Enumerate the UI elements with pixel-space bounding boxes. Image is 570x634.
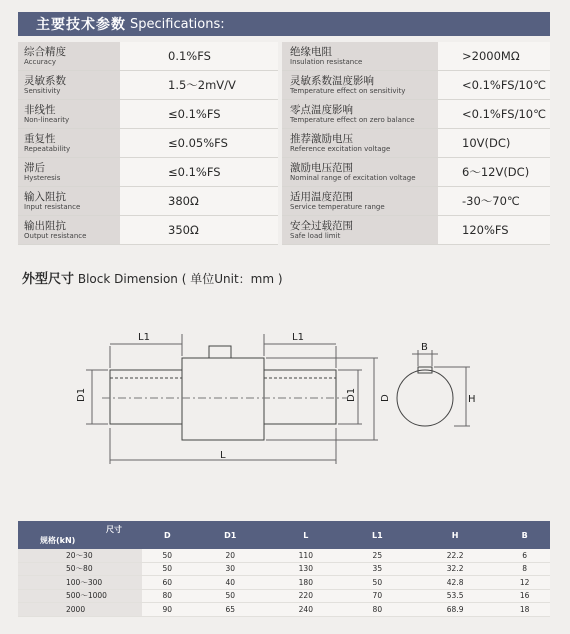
spec-value-left: 0.1%FS (120, 42, 280, 71)
dim-value-cell: 50 (142, 549, 193, 562)
specs-header (18, 12, 550, 36)
label-l1-right: L1 (292, 332, 304, 343)
dimension-unit: ( 单位Unit：mm ) (181, 272, 283, 286)
dim-value-cell: 60 (142, 576, 193, 590)
spec-label-left (18, 42, 120, 71)
spec-label-right (280, 42, 438, 71)
dim-value-cell: 12 (499, 576, 550, 590)
spec-label-right (280, 187, 438, 216)
spec-value-left: ≤0.1%FS (120, 100, 280, 129)
spec-label-en: Output resistance (24, 231, 87, 240)
spec-value-left: 1.5～2mV/V (120, 71, 280, 100)
spec-label-cn: 适用温度范围 (290, 190, 353, 203)
spec-value-right: 120%FS (438, 216, 550, 245)
table-row (18, 576, 550, 590)
label-h: H (468, 394, 476, 405)
spec-label-cn: 零点温度影响 (290, 103, 353, 116)
spec-label-cn: 综合精度 (24, 45, 66, 58)
dimension-title-en: Block Dimension (77, 272, 178, 286)
dim-value-cell: 40 (193, 576, 268, 590)
dim-range-cell: 100～300 (18, 576, 142, 590)
spec-label-cn: 灵敏系数温度影响 (290, 74, 374, 87)
spec-value-right: >2000MΩ (438, 42, 550, 71)
spec-row (18, 100, 550, 129)
spec-label-en: Temperature effect on sensitivity (290, 86, 406, 95)
spec-label-en: Reference excitation voltage (290, 144, 391, 153)
dim-range-cell: 500～1000 (18, 589, 142, 603)
dim-value-cell: 180 (268, 576, 344, 590)
dim-col-header: D (142, 521, 193, 549)
table-row (18, 603, 550, 617)
dim-value-cell: 70 (344, 589, 411, 603)
label-b: B (421, 342, 428, 353)
dim-value-cell: 30 (193, 562, 268, 576)
dim-value-cell: 20 (193, 549, 268, 562)
spec-label-right (280, 158, 438, 187)
dim-value-cell: 18 (499, 603, 550, 617)
spec-label-right (280, 71, 438, 100)
dim-col-header: H (411, 521, 499, 549)
dim-value-cell: 42.8 (411, 576, 499, 590)
dim-value-cell: 65 (193, 603, 268, 617)
spec-value-right: 10V(DC) (438, 129, 550, 158)
dim-col-header: L (268, 521, 344, 549)
specs-title-cn: 主要技术参数 (36, 17, 126, 33)
spec-label-cn: 推荐激励电压 (290, 132, 353, 145)
spec-label-cn: 输出阻抗 (24, 219, 66, 232)
label-d: D (380, 394, 391, 402)
spec-value-right: -30～70℃ (438, 187, 550, 216)
spec-label-right (280, 129, 438, 158)
side-view-circle (397, 370, 453, 426)
spec-label-en: Non-linearity (24, 115, 70, 124)
spec-row (18, 129, 550, 158)
dim-value-cell: 16 (499, 589, 550, 603)
connector (209, 346, 231, 358)
spec-label-en: Repeatability (24, 144, 71, 153)
dim-value-cell: 50 (344, 576, 411, 590)
spec-label-cn: 重复性 (24, 132, 56, 145)
dim-range-cell: 2000 (18, 603, 142, 617)
block-dimension-drawing (62, 318, 482, 478)
dim-value-cell: 35 (344, 562, 411, 576)
spec-row (18, 158, 550, 187)
dim-col-header: B (499, 521, 550, 549)
dim-value-cell: 240 (268, 603, 344, 617)
spec-value-right: 6～12V(DC) (438, 158, 550, 187)
table-row (18, 549, 550, 562)
dim-value-cell: 6 (499, 549, 550, 562)
dim-range-cell: 20～30 (18, 549, 142, 562)
dimension-table (18, 521, 550, 617)
dim-value-cell: 22.2 (411, 549, 499, 562)
dimension-title (22, 268, 283, 287)
spec-label-left (18, 216, 120, 245)
dim-value-cell: 90 (142, 603, 193, 617)
center-body (182, 358, 264, 440)
dim-header-size: 尺寸 (106, 525, 122, 534)
dim-value-cell: 50 (142, 562, 193, 576)
label-l1-left: L1 (138, 332, 150, 343)
spec-value-left: ≤0.05%FS (120, 129, 280, 158)
spec-value-right: <0.1%FS/10℃ (438, 71, 550, 100)
spec-label-right (280, 216, 438, 245)
spec-label-left (18, 158, 120, 187)
spec-label-left (18, 100, 120, 129)
dim-value-cell: 68.9 (411, 603, 499, 617)
spec-label-en: Service temperature range (290, 202, 385, 211)
dim-value-cell: 25 (344, 549, 411, 562)
specs-table (18, 42, 550, 245)
spec-label-left (18, 71, 120, 100)
spec-label-left (18, 129, 120, 158)
spec-row (18, 42, 550, 71)
spec-label-en: Sensitivity (24, 86, 61, 95)
spec-label-cn: 输入阻抗 (24, 190, 66, 203)
dim-header-range: 规格(kN) (40, 536, 76, 545)
dim-col-header: L1 (344, 521, 411, 549)
spec-value-right: <0.1%FS/10℃ (438, 100, 550, 129)
dim-value-cell: 220 (268, 589, 344, 603)
dim-value-cell: 32.2 (411, 562, 499, 576)
spec-value-left: 380Ω (120, 187, 280, 216)
spec-label-en: Accuracy (24, 57, 56, 66)
spec-label-en: Nominal range of excitation voltage (290, 173, 416, 182)
spec-label-en: Insulation resistance (290, 57, 363, 66)
table-row (18, 562, 550, 576)
dim-value-cell: 80 (344, 603, 411, 617)
dim-header-corner (18, 521, 142, 549)
label-d1-left: D1 (76, 387, 87, 402)
dimension-title-cn: 外型尺寸 (22, 272, 75, 287)
spec-row (18, 216, 550, 245)
spec-row (18, 71, 550, 100)
spec-value-left: ≤0.1%FS (120, 158, 280, 187)
spec-label-right (280, 100, 438, 129)
dim-value-cell: 8 (499, 562, 550, 576)
spec-label-cn: 激励电压范围 (290, 161, 353, 174)
spec-row (18, 187, 550, 216)
spec-value-left: 350Ω (120, 216, 280, 245)
spec-label-left (18, 187, 120, 216)
spec-label-en: Input resistance (24, 202, 81, 211)
spec-label-en: Safe load limit (290, 231, 341, 240)
dim-col-header: D1 (193, 521, 268, 549)
dim-value-cell: 53.5 (411, 589, 499, 603)
dim-value-cell: 50 (193, 589, 268, 603)
spec-label-cn: 绝缘电阻 (290, 45, 332, 58)
spec-label-cn: 滞后 (24, 161, 45, 174)
dim-value-cell: 80 (142, 589, 193, 603)
dim-value-cell: 130 (268, 562, 344, 576)
spec-label-en: Hysteresis (24, 173, 61, 182)
spec-label-cn: 安全过载范围 (290, 219, 353, 232)
table-row (18, 589, 550, 603)
label-l: L (220, 450, 226, 461)
label-d1-right: D1 (346, 387, 357, 402)
specs-title-en: Specifications: (130, 16, 225, 32)
spec-label-cn: 灵敏系数 (24, 74, 66, 87)
dim-range-cell: 50～80 (18, 562, 142, 576)
dim-value-cell: 110 (268, 549, 344, 562)
spec-label-cn: 非线性 (24, 103, 56, 116)
spec-label-en: Temperature effect on zero balance (290, 115, 415, 124)
